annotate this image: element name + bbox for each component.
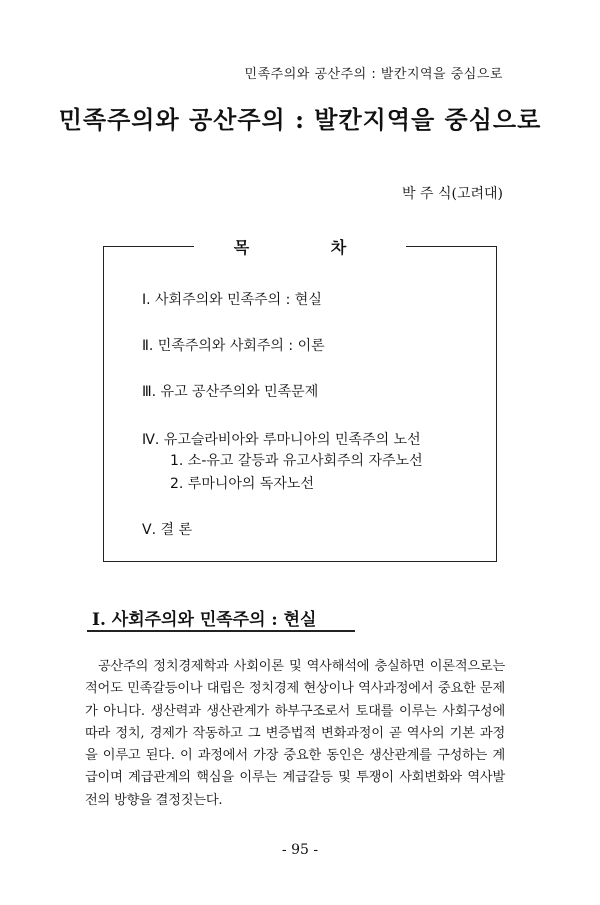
section-underline <box>87 630 355 632</box>
toc-item-5: Ⅴ. 결 론 <box>142 522 192 538</box>
page-title: 민족주의와 공산주의 : 발칸지역을 중심으로 <box>58 105 542 134</box>
toc-title: 목 차 <box>104 235 496 258</box>
toc-item-3: Ⅲ. 유고 공산주의와 민족문제 <box>142 384 319 400</box>
page-number: - 95 - <box>281 842 319 858</box>
table-of-contents <box>103 238 497 562</box>
toc-item-1: Ⅰ. 사회주의와 민족주의 : 현실 <box>142 292 322 308</box>
toc-item-2: Ⅱ. 민족주의와 사회주의 : 이론 <box>142 338 325 354</box>
toc-subitem-2: 2. 루마니아의 독자노선 <box>170 476 314 492</box>
toc-subitem-1: 1. 소-유고 갈등과 유고사회주의 자주노선 <box>170 453 423 469</box>
body-paragraph: 공산주의 정치경제학과 사회이론 및 역사해석에 충실하면 이론적으로는 적어도 민족갈등이나 대립은 정치경제 현상이나 역사과정에서 중요한 문제가 아니다. 생산력과 생산관계가 하부구조로서 토대를 이루는 사회구성에 따라 정치, 경제가 작동하고 그 변증법적 변화과정이 곧 역사의 기본 과정을 이루고 된다. 이 과정에서 가장 중요한 동인은 생산관계를 구성하는 계급이며 계급관계의 핵심을 이루는 계급갈등 및 투쟁이 사회변화와 역사발전의 방향을 결정짓는다. <box>85 659 505 808</box>
author: 박 주 식(고려대) <box>402 186 503 202</box>
section-heading: I. 사회주의와 민족주의 : 현실 <box>92 610 317 630</box>
toc-item-4: Ⅳ. 유고슬라비아와 루마니아의 민족주의 노선 <box>142 432 421 448</box>
running-header: 민족주의와 공산주의 : 발칸지역을 중심으로 <box>244 67 503 82</box>
